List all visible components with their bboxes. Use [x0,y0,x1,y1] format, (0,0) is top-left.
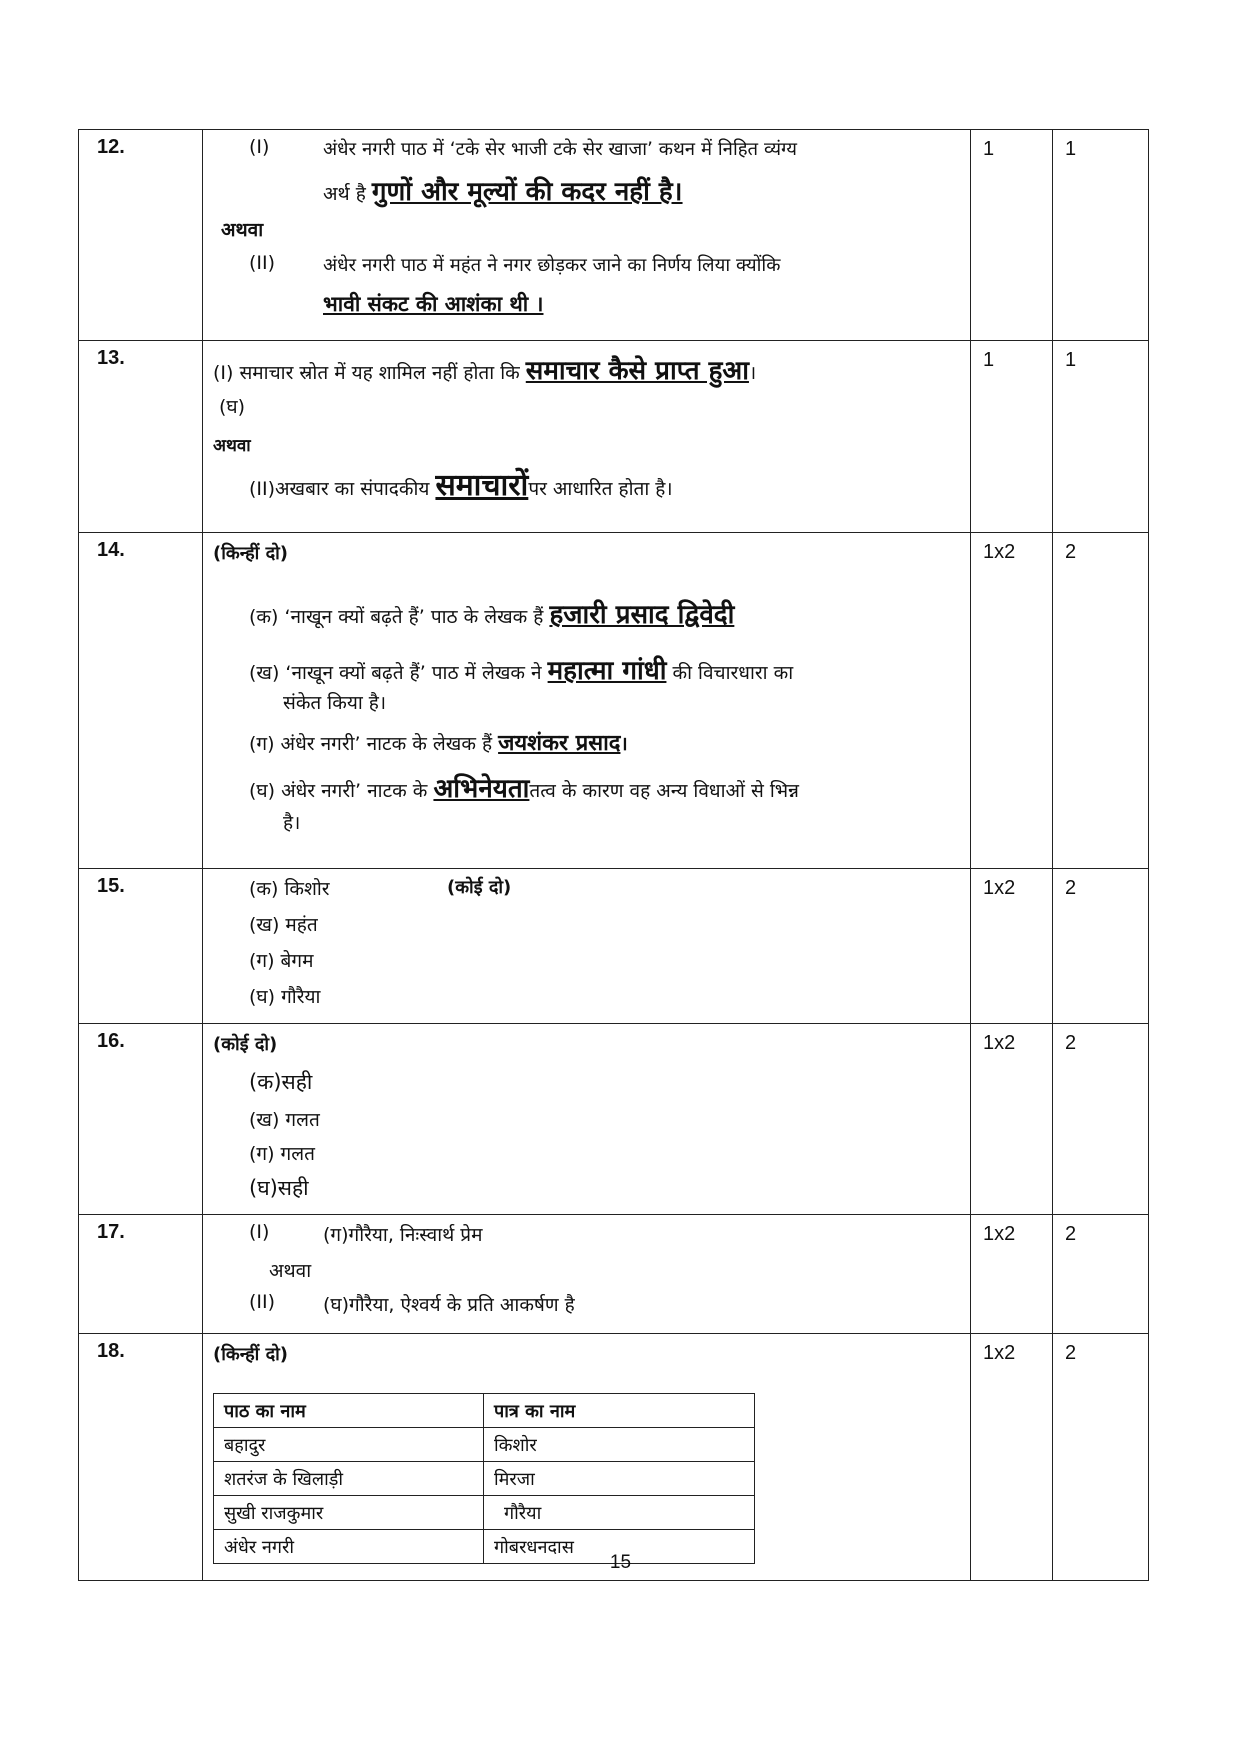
answer-continuation: संकेत किया है। [283,692,387,714]
question-row-18 [79,1334,1149,1581]
page-number: 15 [609,1552,632,1573]
marks: 1 [971,341,1053,533]
column-header: पाठ का नाम [214,1394,484,1428]
answer-highlight: अभिनेयता [433,774,530,804]
question-number: 12. [79,130,203,341]
question-number: 13. [79,341,203,533]
question-row-12 [79,130,1149,341]
question-number: 16. [79,1024,203,1215]
list-item: (क) किशोर [249,878,330,900]
list-item: (क)सही [249,1070,313,1094]
answer-highlight: जयशंकर प्रसाद [498,731,621,756]
total-marks: 2 [1053,1024,1149,1215]
list-item: (घ)सही [249,1176,309,1200]
part-label: (II) [249,252,276,274]
answer-highlight: हजारी प्रसाद द्विवेदी [549,600,735,630]
question-row-17 [79,1215,1149,1334]
instruction: (किन्हीं दो) [213,1344,289,1365]
match-table [213,1393,755,1564]
answer-highlight: समाचार कैसे प्राप्त हुआ [525,356,749,386]
question-row-13 [79,341,1149,533]
answer-line: (ग) अंधेर नगरी’ नाटक के लेखक हैं जयशंकर प्रसाद। [249,731,628,756]
instruction: (कोई दो) [447,877,512,898]
part-label: (II) [249,1291,276,1313]
list-item: (ग) गलत [249,1143,315,1165]
question-text: अंधेर नगरी पाठ में महंत ने नगर छोड़कर जाने का निर्णय लिया क्योंकि [323,255,781,276]
table-cell: गोबरधनदास [484,1530,755,1564]
total-marks: 1 [1053,130,1149,341]
question-text: अंधेर नगरी पाठ में ‘टके सेर भाजी टके सेर खाजा’ कथन में निहित व्यंग्य [323,139,797,160]
table-row [214,1462,755,1496]
table-cell: किशोर [484,1428,755,1462]
or-separator: अथवा [269,1260,312,1282]
list-item: (घ) गौरैया [249,986,321,1008]
answer-continuation: है। [283,812,301,834]
answer-highlight: भावी संकट की आशंका थी । [323,292,544,316]
marks: 1x2 [971,1334,1053,1581]
table-cell: सुखी राजकुमार [214,1496,484,1530]
or-separator: अथवा [221,219,264,241]
part-label: (I) [249,136,270,158]
marks: 1x2 [971,1024,1053,1215]
answer-highlight: महात्मा गांधी [547,656,667,686]
instruction: (किन्हीं दो) [213,543,289,564]
answer-line: (घ) अंधेर नगरी’ नाटक के अभिनेयतातत्व के कारण वह अन्य विधाओं से भिन्न [249,774,799,804]
total-marks: 1 [1053,341,1149,533]
total-marks: 2 [1053,1215,1149,1334]
answer-line: (I) समाचार स्रोत में यह शामिल नहीं होता कि समाचार कैसे प्राप्त हुआ। [213,356,757,386]
answer-highlight: समाचारों [435,468,529,503]
list-item: (ख) गलत [249,1109,320,1131]
table-cell: मिरजा [484,1462,755,1496]
question-number: 14. [79,533,203,869]
answer-line: (ख) ‘नाखून क्यों बढ़ते हैं’ पाठ में लेखक ने महात्मा गांधी की विचारधारा का [249,656,794,686]
answer-text: (ग)गौरैया, निःस्वार्थ प्रेम [323,1224,483,1246]
question-number: 17. [79,1215,203,1334]
total-marks: 2 [1053,1334,1149,1581]
question-number: 18. [79,1334,203,1581]
question-number: 15. [79,869,203,1024]
question-row-14 [79,533,1149,869]
marks: 1x2 [971,533,1053,869]
marks: 1x2 [971,1215,1053,1334]
answer-highlight: गुणों और मूल्यों की कदर नहीं है। [371,177,683,207]
answer-line: (II)अखबार का संपादकीय समाचारोंपर आधारित होता है। [249,468,673,503]
answer-line: (क) ‘नाखून क्यों बढ़ते हैं’ पाठ के लेखक हैं हजारी प्रसाद द्विवेदी [249,600,735,630]
total-marks: 2 [1053,533,1149,869]
list-item: (ख) महंत [249,914,318,936]
part-label: (I) [249,1221,270,1243]
answer-key-table [78,129,1149,1581]
marks: 1 [971,130,1053,341]
table-row [214,1496,755,1530]
list-item: (ग) बेगम [249,950,314,972]
table-cell: शतरंज के खिलाड़ी [214,1462,484,1496]
table-cell: अंधेर नगरी [214,1530,484,1564]
table-cell: बहादुर [214,1428,484,1462]
answer-text: (घ)गौरैया, ऐश्वर्य के प्रति आकर्षण है [323,1294,575,1316]
instruction: (कोई दो) [213,1034,278,1055]
table-header-row [214,1394,755,1428]
question-row-16 [79,1024,1149,1215]
column-header: पात्र का नाम [484,1394,755,1428]
option-label: (घ) [219,396,246,418]
marks: 1x2 [971,869,1053,1024]
question-row-15 [79,869,1149,1024]
table-cell: गौरैया [484,1496,755,1530]
total-marks: 2 [1053,869,1149,1024]
or-separator: अथवा [213,436,251,456]
table-row [214,1428,755,1462]
answer-line: अर्थ है गुणों और मूल्यों की कदर नहीं है। [323,177,683,207]
